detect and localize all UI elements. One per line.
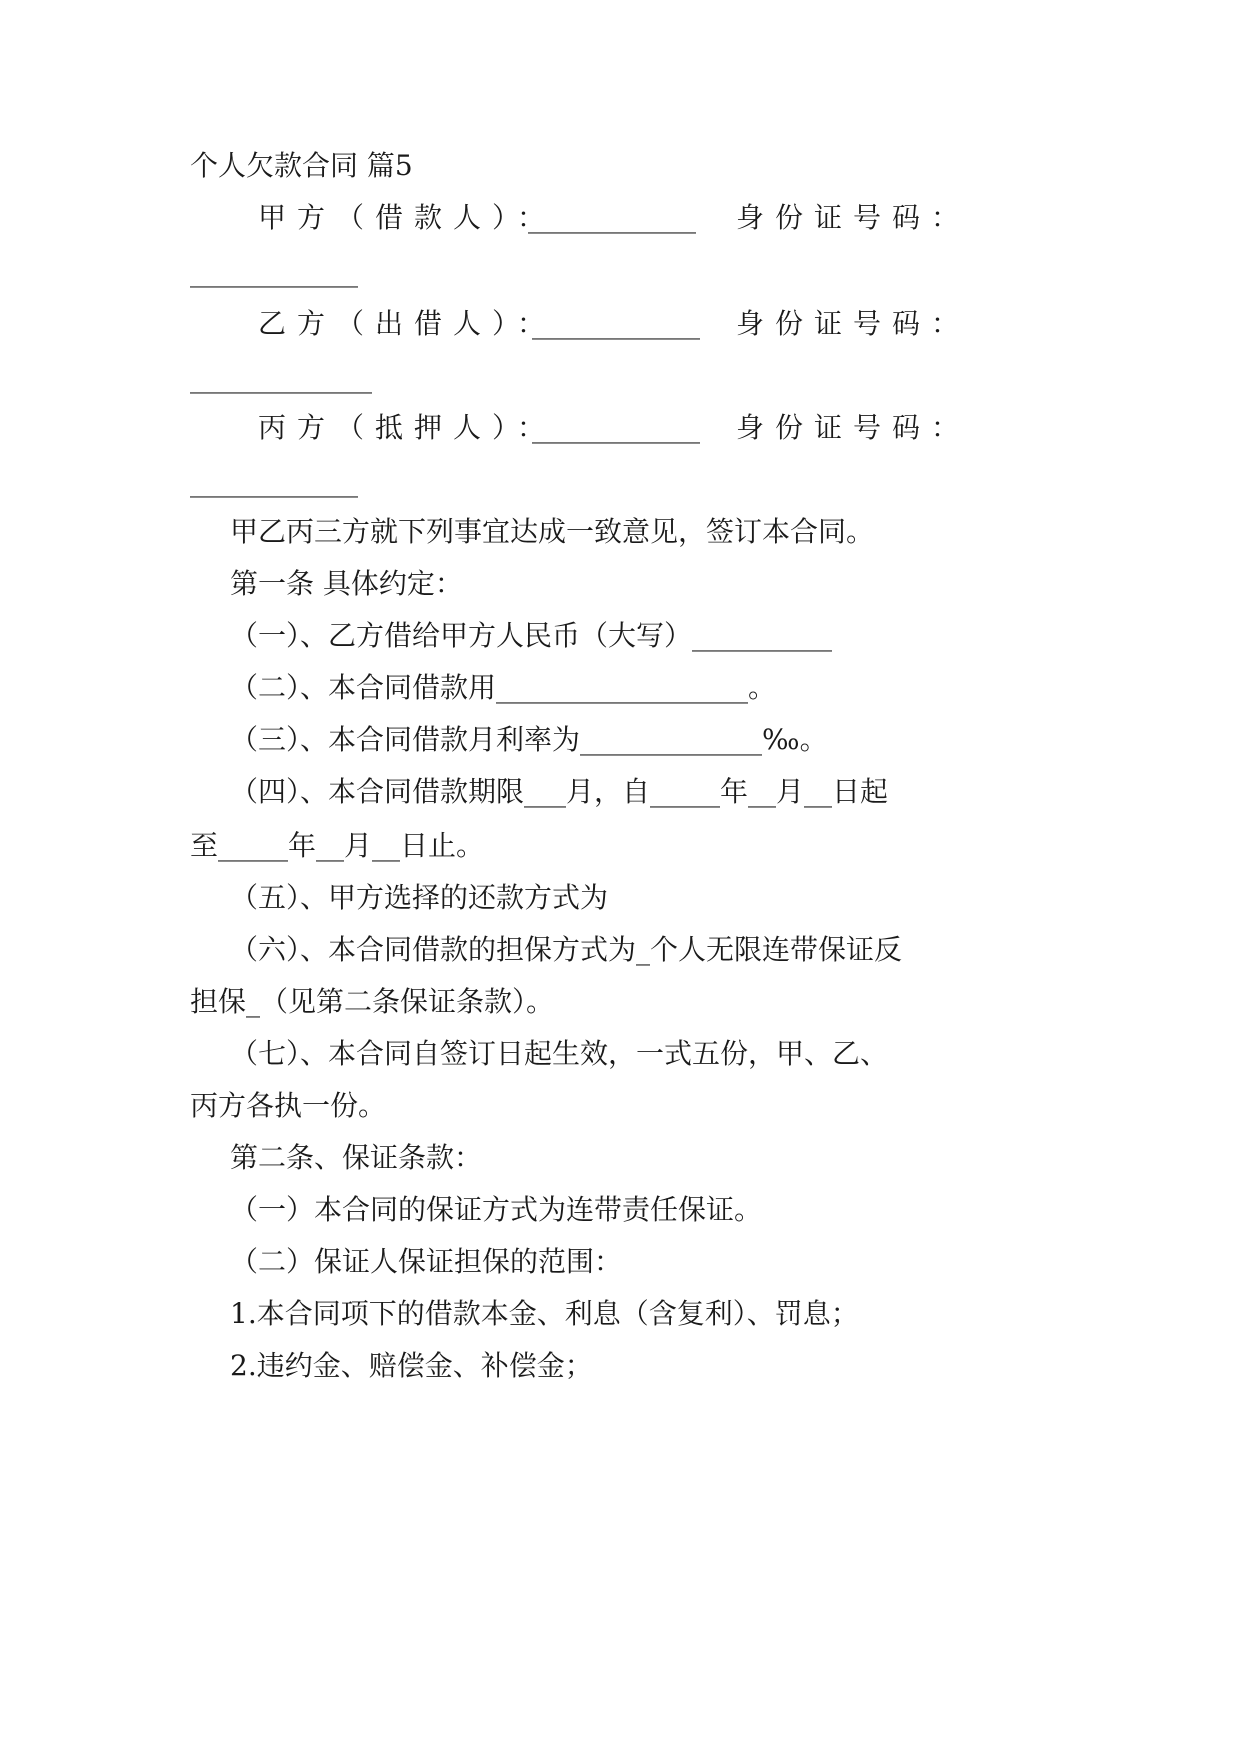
heading-article-1: 第一条 具体约定： [230,567,463,600]
clause-2-2-item-2: 2.违约金、赔偿金、补偿金； [230,1349,593,1382]
party-c-id-blank: ____________ [190,465,358,498]
clause-1-1: （一）、乙方借给甲方人民币（大写）__________ [230,619,833,652]
clause-1-2: （二）、本合同借款用__________________。 [230,671,777,704]
clause-1-4-cont: 至_____年__月__日止。 [190,829,485,862]
party-c-id-label: 身份证号码： [736,411,971,444]
clause-1-4: （四）、本合同借款期限___月，自_____年__月__日起 [230,775,889,808]
paragraph-agreement: 甲乙丙三方就下列事宜达成一致意见，签订本合同。 [230,515,875,548]
clause-1-7: （七）、本合同自签订日起生效，一式五份，甲、乙、 [230,1037,889,1070]
party-a-name-blank: ____________ [528,201,696,234]
party-c-label: 丙方（抵押人）： [258,411,557,444]
party-a-label: 甲方（借款人）： [258,201,557,234]
clause-1-3: （三）、本合同借款月利率为_____________‰。 [230,723,828,756]
clause-1-6-cont: 担保_（见第二条保证条款）。 [190,985,555,1018]
party-b-name-blank: ____________ [532,307,700,340]
party-b-id-label: 身份证号码： [736,307,971,340]
party-b-label: 乙方（出借人）： [258,307,557,340]
party-c-name-blank: ____________ [532,411,700,444]
party-a-id-label: 身份证号码： [736,201,971,234]
clause-2-2: （二）保证人保证担保的范围： [230,1245,623,1278]
clause-2-2-item-1: 1.本合同项下的借款本金、利息（含复利）、罚息； [230,1297,859,1330]
party-a-id-blank: ____________ [190,255,358,288]
clause-1-6: （六）、本合同借款的担保方式为_个人无限连带保证反 [230,933,903,966]
clause-1-7-cont: 丙方各执一份。 [190,1089,387,1122]
document-title: 个人欠款合同 篇5 [190,149,413,182]
heading-article-2: 第二条、保证条款： [230,1141,483,1174]
clause-2-1: （一）本合同的保证方式为连带责任保证。 [230,1193,763,1226]
clause-1-5: （五）、甲方选择的还款方式为 [230,881,609,914]
party-b-id-blank: _____________ [190,361,372,394]
